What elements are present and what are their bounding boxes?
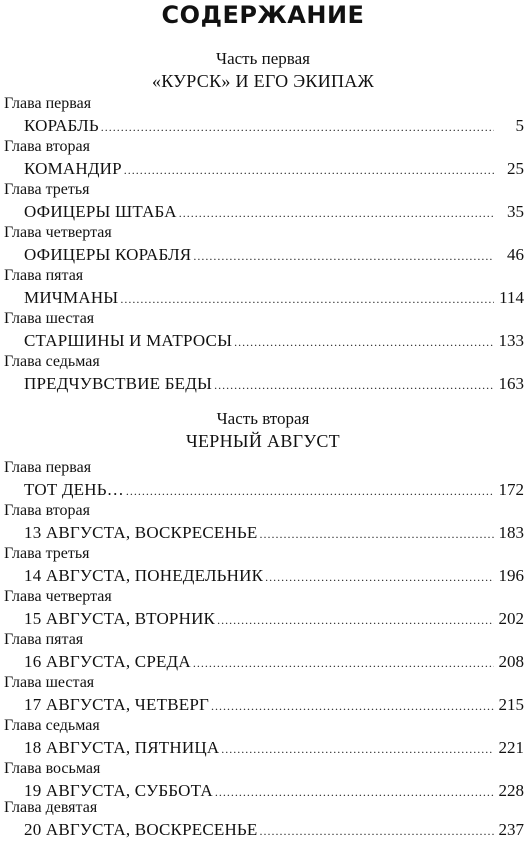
page-number: 183 (498, 523, 524, 542)
toc-entry[interactable] (0, 223, 526, 271)
chapter-label: Глава седьмая (4, 717, 100, 734)
chapter-label: Глава девятая (4, 799, 98, 816)
leader-dots (211, 695, 494, 717)
chapter-title: 15 АВГУСТА, ВТОРНИК (24, 609, 216, 628)
chapter-label: Глава восьмая (4, 760, 101, 777)
leader-dots (126, 480, 494, 502)
toc-entry[interactable] (0, 180, 526, 228)
page-number: 228 (498, 781, 524, 800)
chapter-label: Глава третья (4, 545, 90, 562)
chapter-label: Глава третья (4, 181, 90, 198)
page-number: 133 (498, 331, 524, 350)
toc-entry[interactable] (0, 94, 526, 142)
chapter-title: 18 АВГУСТА, ПЯТНИЦА (24, 738, 220, 757)
chapter-title: ТОТ ДЕНЬ… (24, 480, 124, 499)
chapter-title: 20 АВГУСТА, ВОСКРЕСЕНЬЕ (24, 820, 258, 839)
chapter-title: 13 АВГУСТА, ВОСКРЕСЕНЬЕ (24, 523, 258, 542)
page-title: СОДЕРЖАНИЕ (161, 1, 365, 29)
leader-dots (101, 116, 494, 138)
chapter-title: 17 АВГУСТА, ЧЕТВЕРГ (24, 695, 210, 714)
chapter-title: ОФИЦЕРЫ ШТАБА (24, 202, 177, 221)
toc-entry[interactable] (0, 673, 526, 721)
chapter-title: КОРАБЛЬ (24, 116, 99, 135)
part-label: Часть вторая (216, 409, 310, 428)
chapter-label: Глава шестая (4, 674, 95, 691)
chapter-label: Глава первая (4, 95, 92, 112)
toc-entry[interactable] (0, 798, 526, 846)
chapter-title: ПРЕДЧУВСТВИЕ БЕДЫ (24, 374, 213, 393)
chapter-label: Глава вторая (4, 502, 90, 519)
toc-entry[interactable] (0, 716, 526, 764)
chapter-label: Глава четвертая (4, 224, 112, 241)
leader-dots (265, 566, 494, 588)
leader-dots (221, 738, 494, 760)
chapter-label: Глава пятая (4, 631, 84, 648)
chapter-title: 16 АВГУСТА, СРЕДА (24, 652, 191, 671)
part-name: ЧЕРНЫЙ АВГУСТ (186, 431, 340, 451)
part-heading-1 (0, 48, 526, 92)
chapter-label: Глава шестая (4, 310, 95, 327)
toc-entry[interactable] (0, 544, 526, 592)
leader-dots (259, 820, 494, 842)
page-number: 46 (507, 245, 524, 264)
page-number: 172 (498, 480, 524, 499)
part-label: Часть первая (216, 49, 310, 68)
chapter-title: КОМАНДИР (24, 159, 122, 178)
leader-dots (193, 652, 494, 674)
part-heading-2 (0, 408, 526, 452)
toc-entry[interactable] (0, 630, 526, 678)
chapter-title: 14 АВГУСТА, ПОНЕДЕЛЬНИК (24, 566, 264, 585)
leader-dots (124, 159, 494, 181)
leader-dots (179, 202, 494, 224)
page-number: 25 (507, 159, 524, 178)
page-number: 221 (498, 738, 524, 757)
leader-dots (217, 609, 494, 631)
chapter-title: ОФИЦЕРЫ КОРАБЛЯ (24, 245, 192, 264)
toc-entry[interactable] (0, 352, 526, 400)
page-number: 5 (515, 116, 524, 135)
page-number: 237 (498, 820, 524, 839)
toc-entry[interactable] (0, 137, 526, 185)
leader-dots (234, 331, 494, 353)
page-number: 35 (507, 202, 524, 221)
chapter-label: Глава первая (4, 459, 92, 476)
toc-entry[interactable] (0, 458, 526, 506)
page-number: 202 (498, 609, 524, 628)
chapter-label: Глава вторая (4, 138, 90, 155)
toc-entry[interactable] (0, 266, 526, 314)
leader-dots (214, 374, 494, 396)
toc-entry[interactable] (0, 587, 526, 635)
toc-entry[interactable] (0, 309, 526, 357)
chapter-label: Глава седьмая (4, 353, 100, 370)
chapter-title: МИЧМАНЫ (24, 288, 119, 307)
chapter-title: СТАРШИНЫ И МАТРОСЫ (24, 331, 233, 350)
page-number: 196 (498, 566, 524, 585)
leader-dots (120, 288, 494, 310)
page-number: 163 (498, 374, 524, 393)
chapter-title: 19 АВГУСТА, СУББОТА (24, 781, 213, 800)
chapter-label: Глава пятая (4, 267, 84, 284)
toc-entry[interactable] (0, 501, 526, 549)
part-name: «КУРСК» И ЕГО ЭКИПАЖ (151, 71, 375, 91)
chapter-label: Глава четвертая (4, 588, 112, 605)
page-number: 114 (499, 288, 524, 307)
leader-dots (193, 245, 494, 267)
page-number: 215 (498, 695, 524, 714)
leader-dots (259, 523, 494, 545)
page-number: 208 (498, 652, 524, 671)
